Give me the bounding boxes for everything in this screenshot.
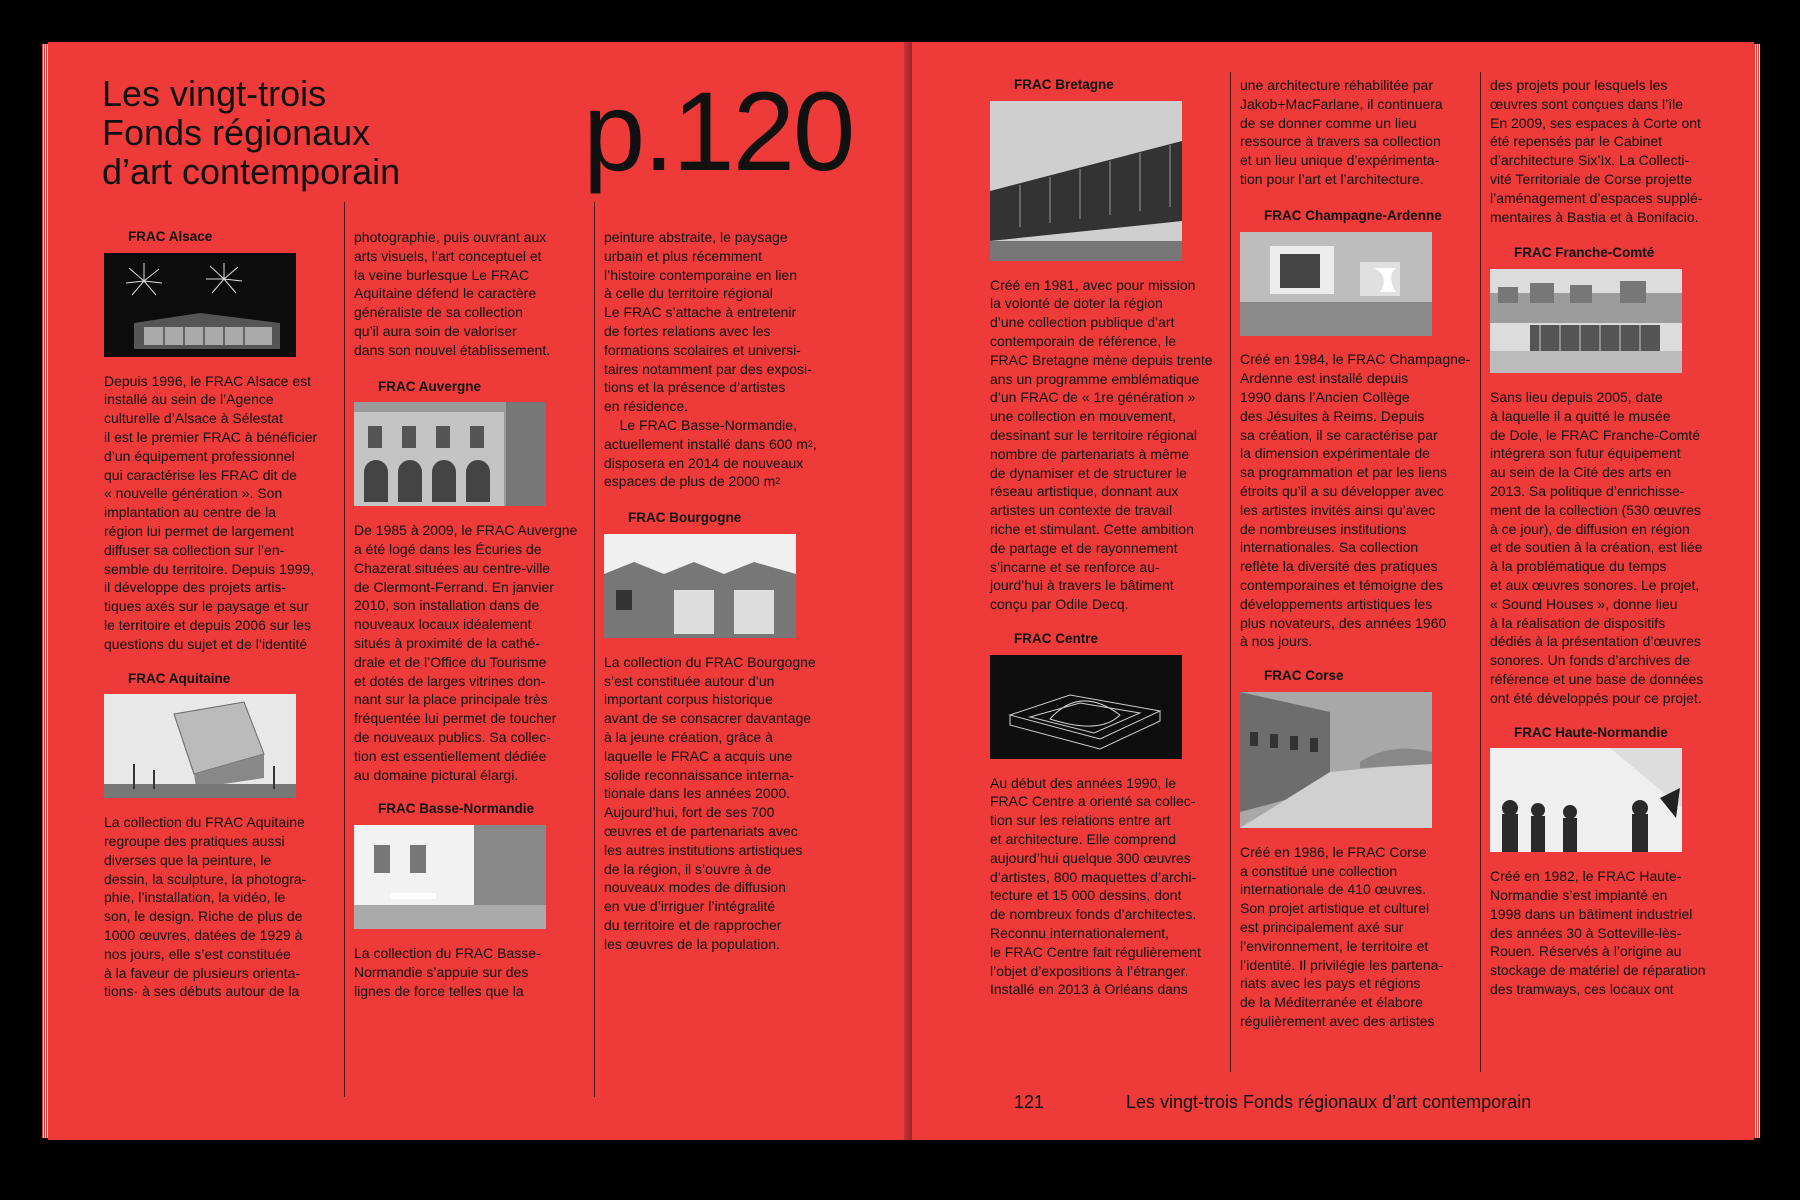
body-text: La collection du FRAC Bourgogne s’est constituée autour d’un important corpus historique avant de se consacrer davantage à la jeune création, grâce à laquelle le FRAC a acquis une solide reconnaissance interna- tionale dans les années 2000. Aujourd’hui, fort de ses 700 œuvres et de partenariats avec les autres institutions artistiques de la région, il s’ouvre à de nouveaux modes de diffusion en vue d’irriguer l’intégralité du territoire et de rapprocher les œuvres de la population. bbox=[604, 653, 816, 952]
section-heading-bretagne: FRAC Bretagne bbox=[1014, 77, 1114, 92]
photo-frac-aquitaine bbox=[104, 694, 296, 798]
left-page bbox=[48, 42, 912, 1140]
body-text: Créé en 1981, avec pour mission la volonté de doter la région d’une collection publique d’art contemporain de référence, le FRAC Bretagne mène depuis trente ans un programme emblématique d’un FRAC de « 1re génération » une collection en mouvement, dessinant sur le territoire régional nombre de partenariats à même de dynamiser et de structurer le réseau artistique, donnant aux artistes un contexte de travail riche et stimulant. Cette ambition de partage et de rayonnement s’incarne et se renforce au- jourd’hui à travers le bâtiment conçu par Odile Decq. bbox=[990, 276, 1213, 613]
body-text: Sans lieu depuis 2005, date à laquelle il a quitté le musée de Dole, le FRAC Franche-Comté intégrera son futur équipement au sein de la Cité des arts en 2013. Sa politique d’enrichisse- ment de la collection (530 œuvres à ce jour), de diffusion en région et de soutien à la création, est liée à la problématique du temps et aux œuvres sonores. Le projet, « Sound Houses », donne lieu à la réalisation de dispositifs dédiés à la présentation d’œuvres sonores. Un fonds d’archives de référence et une base de données ont été développés pour ce projet. bbox=[1490, 388, 1704, 706]
body-text: Créé en 1984, le FRAC Champagne- Ardenne est installé depuis 1990 dans l’Ancien Collège des Jésuites à Reims. Depuis sa création, il se caractérise par la dimension expérimentale de sa programmation et par les liens étroits qu’il a su développer avec les artistes invités ainsi qu’avec de nombreuses institutions internationales. Sa collection reflète la diversité des pratiques contemporaines et témoigne des développements artistiques les plus novateurs, des années 1960 à nos jours. bbox=[1240, 351, 1471, 650]
section-heading-centre: FRAC Centre bbox=[1014, 630, 1099, 646]
column-1 bbox=[104, 228, 336, 1001]
body-text: peinture abstraite, le paysage urbain et plus récemment l’histoire contemporaine en lien à celle du territoire régional Le FRAC s’attache à entretenir de fortes relations avec les formations scolaires et universi- taires notamment par des exposi- tions et la présence d’artistes en résidence. Le FRAC Basse-Normandie, actuellement installé dans 600 $m^2$, disposera en 2014 de nouveaux espaces de plus de 2000 $m^2$ bbox=[604, 229, 817, 490]
section-heading-corse: FRAC Corse bbox=[1264, 668, 1344, 684]
page-reference: p.120 bbox=[583, 69, 854, 194]
photo-frac-bretagne bbox=[990, 101, 1182, 261]
column-2 bbox=[354, 228, 586, 1000]
spread-title bbox=[102, 74, 522, 191]
photo-frac-corse bbox=[1240, 692, 1432, 828]
title-line: Fonds régionaux bbox=[102, 112, 371, 153]
right-page bbox=[912, 42, 1754, 1140]
section-heading-bourgogne: FRAC Bourgogne bbox=[628, 510, 742, 526]
column-rule bbox=[1230, 72, 1231, 1072]
body-text: Depuis 1996, le FRAC Alsace est installé au sein de l’Agence culturelle d’Alsace à Sélestat il est le premier FRAC à bénéficier d’un équipement professionnel qui caractérise les FRAC dit de « nouvelle génération ». Son implantation au centre de la région lui permet de largement diffuser sa collection sur l’en- semble du territoire. Depuis 1999, il développe des projets artis- tiques axés sur le paysage et sur le territoire et depuis 2006 sur les questions du sujet et de l’identité bbox=[104, 372, 318, 652]
body-text: La collection du FRAC Aquitaine regroupe des pratiques aussi diverses que la peinture, le dessin, la sculpture, la photogra- phie, l’installation, la vidéo, le son, le design. Riche de plus de 1000 œuvres, datées de 1929 à nos jours, elle s’est constituée à la faveur de plusieurs orienta- tions· à ses débuts autour de la bbox=[104, 814, 307, 1000]
body-text: Au début des années 1990, le FRAC Centre a orienté sa collec- tion sur les relations entre art et architecture. Elle comprend aujourd’hui quelque 300 œuvres d’artistes, 800 maquettes d’archi- tecture et 15 000 dessins, dont de nombreux fonds d’architectes. Reconnu internationalement, le FRAC Centre fait régulièrement l’objet d’expositions à l’étranger. Installé en 2013 à Orléans dans bbox=[990, 774, 1201, 998]
body-text: Créé en 1982, le FRAC Haute- Normandie s’est implanté en 1998 dans un bâtiment industriel des années 30 à Sotteville-lès- Rouen. Réservés à l’origine au stockage de matériel de réparation des tramways, ces locaux ont bbox=[1490, 868, 1706, 997]
section-heading-aquitaine: FRAC Aquitaine bbox=[128, 670, 231, 686]
photo-frac-haute-normandie bbox=[1490, 748, 1682, 852]
photo-frac-auvergne bbox=[354, 402, 546, 506]
section-heading-auvergne: FRAC Auvergne bbox=[378, 378, 482, 394]
column-rule bbox=[1480, 72, 1481, 1072]
photo-frac-alsace bbox=[104, 253, 296, 357]
column-1 bbox=[990, 76, 1226, 999]
photo-frac-centre bbox=[990, 655, 1182, 759]
photo-frac-franche-comte bbox=[1490, 269, 1682, 373]
page-number: 121 bbox=[1014, 1092, 1045, 1112]
photo-frac-basse-normandie bbox=[354, 825, 546, 929]
photo-frac-champagne-ardenne bbox=[1240, 232, 1432, 336]
title-line: Les vingt-trois bbox=[102, 73, 327, 114]
photo-frac-bourgogne bbox=[604, 534, 796, 638]
body-text: De 1985 à 2009, le FRAC Auvergne a été logé dans les Écuries de Chazerat situées au centre-ville de Clermont-Ferrand. En janvier 2010, son installation dans de nouveaux locaux idéalement situés à proximité de la cathé- drale et de l’Office du Tourisme et dotés de larges vitrines don- nant sur la place principale très fréquentée lui permet de toucher de nouveaux publics. Sa collec- tion est essentiellement dédiée au domaine pictural élargi. bbox=[354, 522, 578, 783]
page-edges-right bbox=[1754, 44, 1760, 1138]
section-heading-alsace: FRAC Alsace bbox=[128, 229, 213, 244]
body-text: des projets pour lesquels les œuvres sont conçues dans l’île En 2009, ses espaces à Corte ont été repensés par le Cabinet d’architecture Six’Ix. La Collecti- vité Territoriale de Corse projette l’aménagement d’espaces supplé- mentaires à Bastia et à Bonifacio. bbox=[1490, 77, 1703, 225]
column-rule bbox=[344, 202, 345, 1097]
body-text: photographie, puis ouvrant aux arts visuels, l’art conceptuel et la veine burlesque Le FRAC Aquitaine défend le caractère généraliste de sa collection qu’il aura soin de valoriser dans son nouvel établissement. bbox=[354, 229, 551, 358]
body-text: Créé en 1986, le FRAC Corse a constitué une collection internationale de 410 œuvres. Son projet artistique et culturel est principalement axé sur l’environnement, le territoire et l’identité. Il privilégie les partena- riats avec les pays et régions de la Méditerranée et élabore régulièrement avec des artistes bbox=[1240, 843, 1444, 1029]
title-line: d’art contemporain bbox=[102, 151, 401, 192]
column-3 bbox=[604, 228, 844, 954]
body-text: La collection du FRAC Basse- Normandie s’appuie sur des lignes de force telles que la bbox=[354, 944, 541, 999]
section-heading-champagne-ardenne: FRAC Champagne-Ardenne bbox=[1264, 207, 1442, 223]
column-3 bbox=[1490, 76, 1730, 999]
section-heading-haute-normandie: FRAC Haute-Normandie bbox=[1514, 724, 1668, 740]
running-footer-title: Les vingt-trois Fonds régionaux d’art contemporain bbox=[1126, 1092, 1532, 1112]
column-rule bbox=[594, 202, 595, 1097]
section-heading-franche-comte: FRAC Franche-Comté bbox=[1514, 245, 1655, 261]
body-text: une architecture réhabilitée par Jakob+MacFarlane, il continuera de se donner comme un lieu ressource à travers sa collection et un lieu unique d’expérimenta- tion pour l’art et l’architecture. bbox=[1240, 77, 1443, 187]
section-heading-basse-normandie: FRAC Basse-Normandie bbox=[378, 801, 535, 817]
column-2 bbox=[1240, 76, 1476, 1031]
